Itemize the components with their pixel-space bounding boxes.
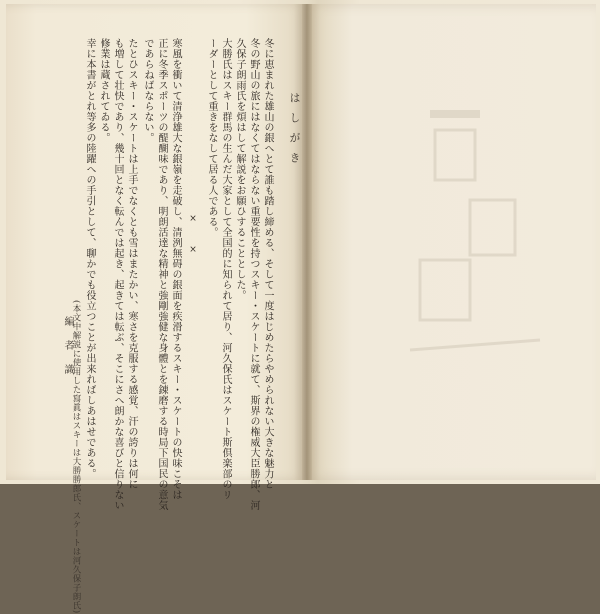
text-line: も増して壮快であり、幾十回となく転んでは起き、起きては転ぶ、そこにさへ朗かな喜びと信りない xyxy=(112,38,123,511)
text-line: であらねばならない。 xyxy=(142,38,153,143)
page-title: はしがき xyxy=(288,92,301,172)
text-line: 冬の野山の旅にはなくてはならない重要性を持つスキー・スケートに就て、斯界の権威大臣勝郎、河 xyxy=(248,38,259,511)
text-line: 冬に恵まれた雄山の銀へとて誰も踏し締める、そして一度はじめたらやめられない大きな魅力と xyxy=(262,38,273,490)
text-line: ーダーとして重きをなして居る人である。 xyxy=(206,38,217,238)
signature: 編者識 xyxy=(62,316,73,388)
photo-credit-note: (本文中解説に使用した寫眞はスキーは大勝勝郎氏、スケートは河久保子朗氏) xyxy=(71,300,81,614)
text-line: 大勝氏はスキー群馬の生んだ大家として全国的に知られて居り、河久保氏はスケート斯倶楽部のリ xyxy=(220,38,231,500)
show-through-illustration xyxy=(400,90,550,370)
section-separator: × xyxy=(188,245,198,256)
text-line: 正に冬季スポーツの醍醐味であり、明朗活達な精神と強剛強健な身體とを錬磨する時局下国民の意気 xyxy=(156,38,167,511)
text-line: 寒風を衝いて清浄雄大な銀嶺を走破し、清洌無碍の銀面を疾滑するスキー・スケートの快味こそは xyxy=(170,38,181,500)
text-line: たとひスキー・スケートは上手でなくとも雪はまたかい、寒さを克服する感覚、汗の誇りは何に xyxy=(126,38,137,490)
section-separator: × xyxy=(188,214,198,225)
text-line: 修業は蔵されてゐる。 xyxy=(98,38,109,143)
text-line: 久保子朗雨氏を煩はして解説をお願ひすることとした。 xyxy=(234,38,245,301)
text-line: 幸に本書がとれ等多の陸躍への手引として、聊かでも役立つことが出来ればしあはせである。 xyxy=(84,38,95,479)
book-gutter xyxy=(302,4,312,480)
